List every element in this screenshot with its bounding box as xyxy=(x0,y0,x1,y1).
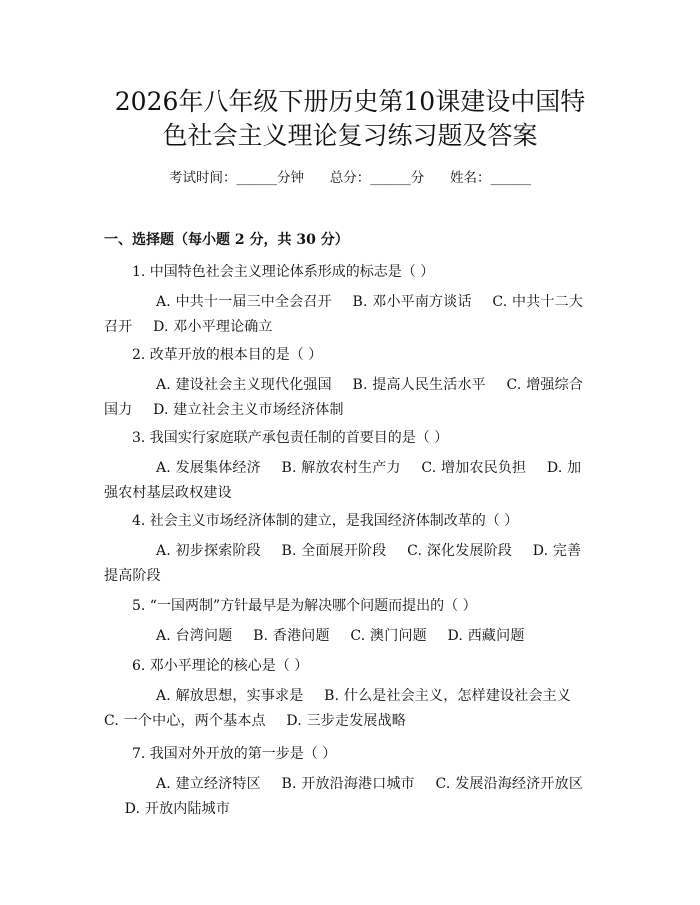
question-stem: 3. 我国实行家庭联产承包责任制的首要目的是（ ） xyxy=(132,430,449,446)
question-options xyxy=(104,624,592,649)
option-c: C. 澳门问题 xyxy=(350,628,427,644)
question-stem: 6. 邓小平理论的核心是（ ） xyxy=(132,658,309,674)
exam-info-line: 考试时间：______分钟 总分：______分 姓名：______ xyxy=(169,170,531,186)
option-d: D. 建立社会主义市场经济体制 xyxy=(153,402,344,418)
question-stem: 5. “一国两制”方针最早是为解决哪个问题而提出的（ ） xyxy=(132,598,477,614)
option-a: A. 初步探索阶段 xyxy=(156,543,261,559)
question-options xyxy=(104,772,592,822)
document-title-line-2: 色社会主义理论复习练习题及答案 xyxy=(162,121,538,150)
option-a: A. 发展集体经济 xyxy=(156,460,261,476)
option-b: B. 什么是社会主义，怎样建设社会主义 xyxy=(324,688,572,704)
option-d: D. 三步走发展战略 xyxy=(286,713,407,729)
question-stem: 1. 中国特色社会主义理论体系形成的标志是（ ） xyxy=(132,264,435,280)
section-heading-choice: 一、选择题（每小题 2 分，共 30 分） xyxy=(104,232,349,248)
option-d: D. 西藏问题 xyxy=(447,628,525,644)
question-options xyxy=(104,456,592,506)
option-a: A. 台湾问题 xyxy=(156,628,233,644)
question-stem: 7. 我国对外开放的第一步是（ ） xyxy=(132,746,337,762)
option-c: C. 增加农民负担 xyxy=(421,460,527,476)
option-a: A. 建设社会主义现代化强国 xyxy=(156,377,332,393)
option-a: A. 解放思想，实事求是 xyxy=(156,688,304,704)
option-a: A. 建立经济特区 xyxy=(156,776,261,792)
option-b: B. 解放农村生产力 xyxy=(281,460,401,476)
question-options xyxy=(104,373,592,423)
question-options xyxy=(104,684,592,734)
question-stem: 2. 改革开放的根本目的是（ ） xyxy=(132,347,323,363)
option-c: C. 一个中心，两个基本点 xyxy=(104,713,266,729)
option-a: A. 中共十一届三中全会召开 xyxy=(156,294,332,310)
question-stem: 4. 社会主义市场经济体制的建立，是我国经济体制改革的（ ） xyxy=(132,513,519,529)
question-options xyxy=(104,290,592,340)
option-d: D. 邓小平理论确立 xyxy=(153,319,273,335)
option-b: B. 全面展开阶段 xyxy=(281,543,387,559)
option-b: B. 开放沿海港口城市 xyxy=(281,776,415,792)
option-c: C. 增强综合国力 xyxy=(104,377,584,418)
option-b: B. 邓小平南方谈话 xyxy=(352,294,472,310)
option-c: C. 深化发展阶段 xyxy=(407,543,513,559)
question-options xyxy=(104,539,592,589)
document-title-line-1: 2026年八年级下册历史第10课建设中国特 xyxy=(114,87,586,116)
option-b: B. 提高人民生活水平 xyxy=(352,377,486,393)
option-b: B. 香港问题 xyxy=(253,628,330,644)
option-d: D. 开放内陆城市 xyxy=(124,801,231,817)
option-c: C. 发展沿海经济开放区 xyxy=(435,776,584,792)
option-d: D. 加强农村基层政权建设 xyxy=(104,460,582,501)
option-c: C. 中共十二大召开 xyxy=(104,294,584,335)
option-d: D. 完善提高阶段 xyxy=(104,543,582,584)
